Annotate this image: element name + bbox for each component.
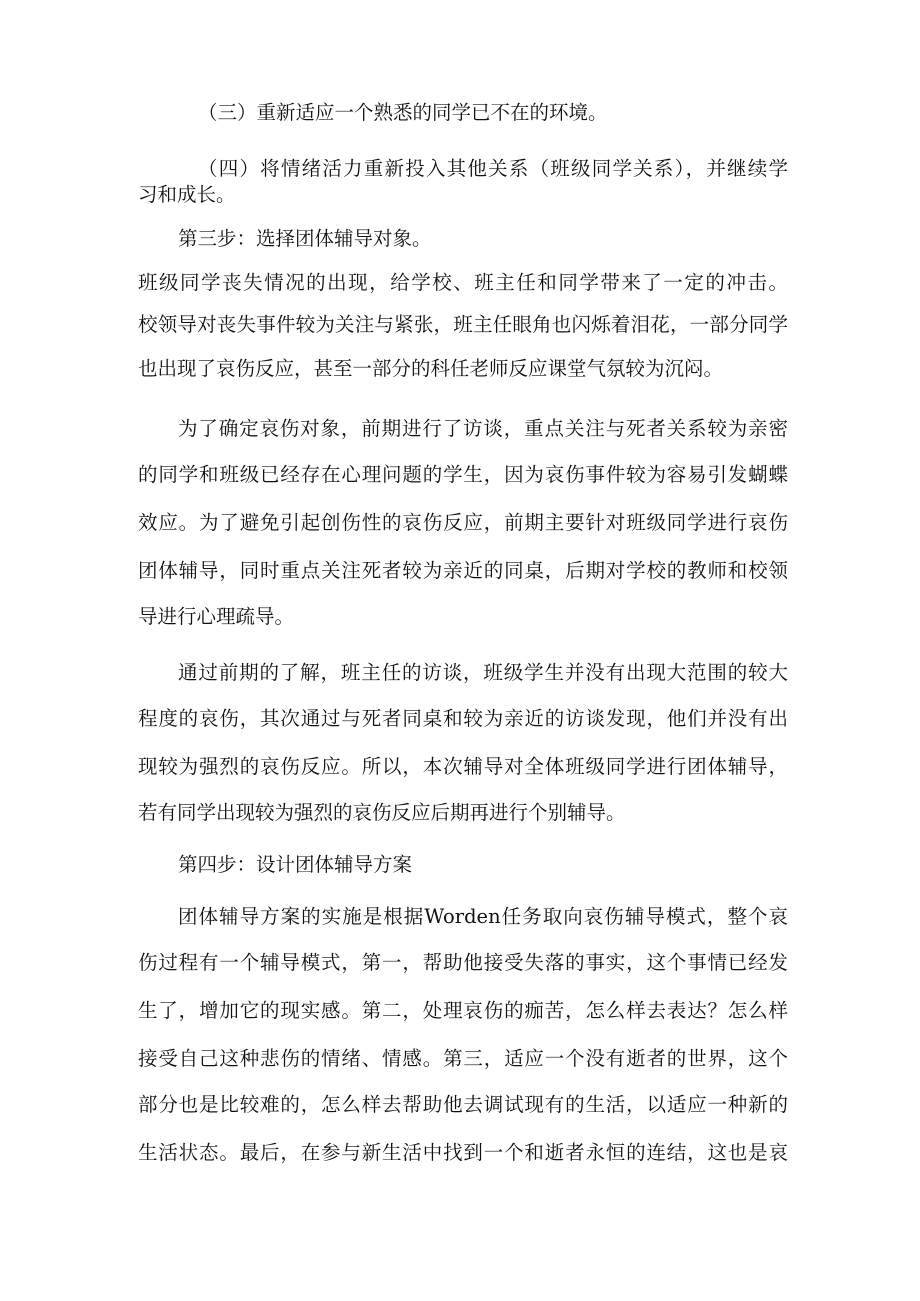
paragraph-line: 的同学和班级已经存在心理问题的学生，因为哀伤事件较为容易引发蝴蝶 bbox=[138, 463, 788, 486]
paragraph-line: 程度的哀伤，其次通过与死者同桌和较为亲近的访谈发现，他们并没有出 bbox=[138, 707, 788, 730]
list-item-four: （四）将情绪活力重新投入其他关系（班级同学关系），并继续学 bbox=[198, 157, 788, 180]
paragraph-line: 效应。为了避免引起创伤性的哀伤反应，前期主要针对班级同学进行哀伤 bbox=[138, 511, 788, 534]
paragraph-line: 生活状态。最后，在参与新生活中找到一个和逝者永恒的连结，这也是哀 bbox=[138, 1141, 788, 1164]
paragraph-line: 也出现了哀伤反应，甚至一部分的科任老师反应课堂气氛较为沉闷。 bbox=[138, 357, 724, 380]
paragraph-line: 接受自己这种悲伤的情绪、情感。第三，适应一个没有逝者的世界，这个 bbox=[138, 1047, 788, 1070]
paragraph-line: 导进行心理疏导。 bbox=[138, 605, 295, 628]
paragraph-line: 通过前期的了解，班主任的访谈，班级学生并没有出现大范围的较大 bbox=[178, 661, 788, 684]
section-heading-step-three: 第三步：选择团体辅导对象。 bbox=[178, 227, 432, 250]
section-heading-step-four: 第四步：设计团体辅导方案 bbox=[178, 853, 413, 876]
list-item-four-continued: 习和成长。 bbox=[138, 183, 236, 206]
paragraph-line: 团体辅导方案的实施是根据Worden任务取向哀伤辅导模式，整个哀 bbox=[178, 905, 788, 928]
paragraph-line: 生了，增加它的现实感。第二，处理哀伤的痂苦，怎么样去表达？怎么样 bbox=[138, 999, 788, 1022]
paragraph-line: 校领导对丧失事件较为关注与紧张，班主任眼角也闪烁着泪花，一部分同学 bbox=[138, 313, 788, 336]
paragraph-line: 部分也是比较难的，怎么样去帮助他去调试现有的生活，以适应一种新的 bbox=[138, 1093, 788, 1116]
paragraph-line: 伤过程有一个辅导模式，第一，帮助他接受失落的事实，这个事情已经发 bbox=[138, 951, 788, 974]
paragraph-line: 若有同学出现较为强烈的哀伤反应后期再进行个别辅导。 bbox=[138, 801, 626, 824]
paragraph-line: 现较为强烈的哀伤反应。所以，本次辅导对全体班级同学进行团体辅导， bbox=[138, 755, 788, 778]
paragraph-line: 班级同学丧失情况的出现，给学校、班主任和同学带来了一定的冲击。 bbox=[138, 271, 788, 294]
paragraph-line: 团体辅导，同时重点关注死者较为亲近的同桌，后期对学校的教师和校领 bbox=[138, 559, 788, 582]
paragraph-line: 为了确定哀伤对象，前期进行了访谈，重点关注与死者关系较为亲密 bbox=[178, 417, 788, 440]
list-item-three: （三）重新适应一个熟悉的同学已不在的环境。 bbox=[198, 101, 608, 124]
